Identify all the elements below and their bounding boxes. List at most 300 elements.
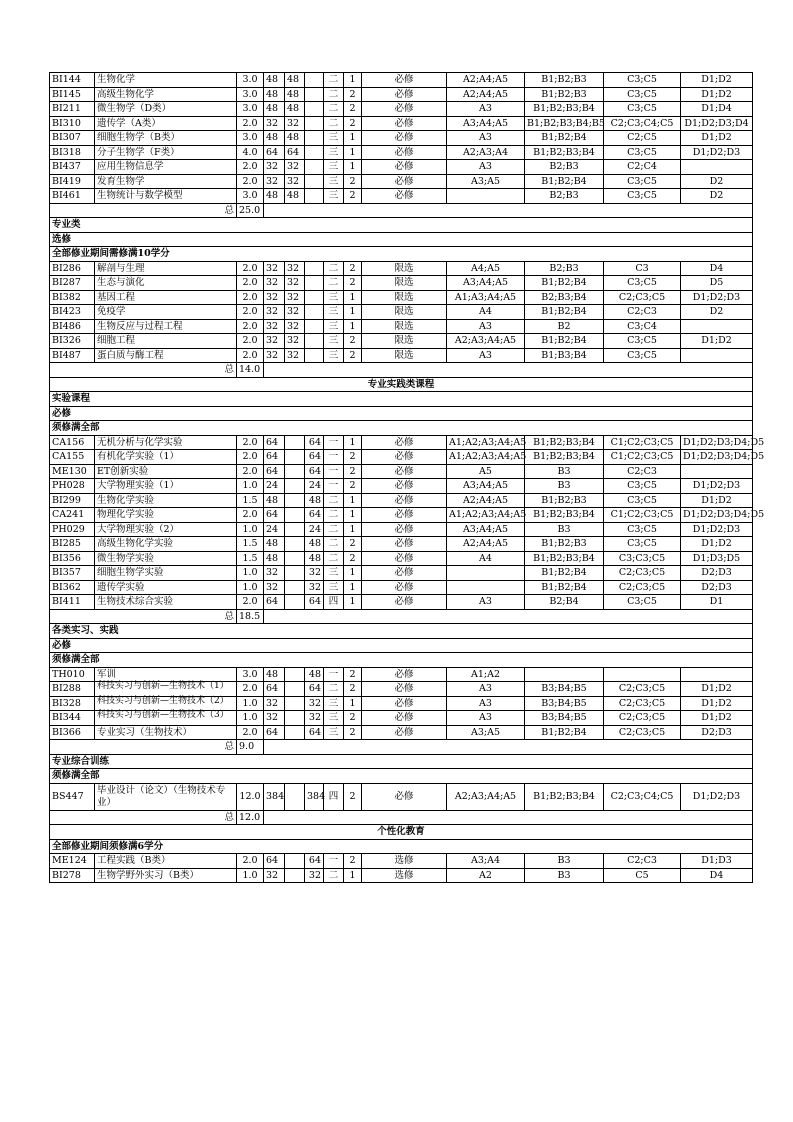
course-code: BI278 xyxy=(50,868,95,883)
objective-d: D2 xyxy=(681,174,753,189)
objective-c: C2;C3 xyxy=(604,854,681,869)
objective-d: D1;D2;D3 xyxy=(681,145,753,160)
term: 2 xyxy=(344,261,362,276)
objective-d: D1;D2 xyxy=(681,87,753,102)
lecture-hours: 32 xyxy=(285,319,305,334)
term: 2 xyxy=(344,174,362,189)
objective-a: A1;A3;A4;A5 xyxy=(447,290,525,305)
course-name: 生物化学实验 xyxy=(95,493,237,508)
lab-hours xyxy=(305,73,324,88)
objective-a: A3;A4 xyxy=(447,854,525,869)
lecture-hours xyxy=(285,854,305,869)
objective-d: D1;D2 xyxy=(681,493,753,508)
section-title: 实验课程 xyxy=(50,392,753,407)
objective-b: B1;B2;B3 xyxy=(525,87,604,102)
course-code: BI288 xyxy=(50,682,95,697)
lab-hours: 64 xyxy=(305,682,324,697)
objective-a: A5 xyxy=(447,464,525,479)
objective-b: B1;B2;B3;B4 xyxy=(525,435,604,450)
course-type: 必修 xyxy=(362,783,447,810)
objective-c: C3;C5 xyxy=(604,537,681,552)
course-name: 生物化学 xyxy=(95,73,237,88)
credits: 1.0 xyxy=(237,522,264,537)
objective-b: B1;B2;B3;B4 xyxy=(525,508,604,523)
credits: 1.0 xyxy=(237,566,264,581)
credits: 3.0 xyxy=(237,102,264,117)
year: 三 xyxy=(324,131,344,146)
course-name: 细胞生物学实验 xyxy=(95,566,237,581)
total-spacer xyxy=(50,810,237,825)
year: 三 xyxy=(324,334,344,349)
course-type: 限选 xyxy=(362,290,447,305)
objective-a xyxy=(447,566,525,581)
total-credits: 18.5 xyxy=(237,609,264,624)
course-type: 必修 xyxy=(362,696,447,711)
year: 二 xyxy=(324,261,344,276)
course-type: 必修 xyxy=(362,160,447,175)
total-rest xyxy=(264,203,753,218)
total-hours: 48 xyxy=(264,667,285,682)
lab-hours: 64 xyxy=(305,508,324,523)
course-name: 应用生物信息学 xyxy=(95,160,237,175)
total-hours: 48 xyxy=(264,493,285,508)
lab-hours: 32 xyxy=(305,868,324,883)
credits: 2.0 xyxy=(237,116,264,131)
term: 2 xyxy=(344,551,362,566)
total-row xyxy=(50,810,753,825)
lecture-hours: 32 xyxy=(285,160,305,175)
objective-d: D1;D2 xyxy=(681,131,753,146)
table-row xyxy=(50,711,753,726)
course-code: BI411 xyxy=(50,595,95,610)
objective-a: A3;A4;A5 xyxy=(447,522,525,537)
term: 2 xyxy=(344,667,362,682)
course-name: 生物技术综合实验 xyxy=(95,595,237,610)
table-row xyxy=(50,189,753,204)
course-code: BI145 xyxy=(50,87,95,102)
objective-b: B1;B2;B4 xyxy=(525,334,604,349)
total-label: 总 xyxy=(224,204,234,216)
term: 2 xyxy=(344,711,362,726)
section-row xyxy=(50,421,753,436)
objective-a: A3 xyxy=(447,131,525,146)
total-hours: 48 xyxy=(264,189,285,204)
year: 二 xyxy=(324,868,344,883)
objective-b: B2;B3;B4 xyxy=(525,290,604,305)
course-name xyxy=(95,711,237,726)
course-type: 限选 xyxy=(362,276,447,291)
course-type: 必修 xyxy=(362,73,447,88)
section-title: 须修满全部 xyxy=(50,653,753,668)
term: 1 xyxy=(344,493,362,508)
total-hours: 24 xyxy=(264,522,285,537)
total-hours: 32 xyxy=(264,319,285,334)
total-spacer xyxy=(50,609,237,624)
lecture-hours xyxy=(285,711,305,726)
objective-c: C3;C5 xyxy=(604,334,681,349)
course-type: 选修 xyxy=(362,868,447,883)
lecture-hours xyxy=(285,595,305,610)
year: 三 xyxy=(324,725,344,740)
course-name: 细胞生物学（B类） xyxy=(95,131,237,146)
objective-c: C2;C3 xyxy=(604,464,681,479)
objective-a: A3;A4;A5 xyxy=(447,479,525,494)
table-row xyxy=(50,537,753,552)
year: 三 xyxy=(324,580,344,595)
lab-hours xyxy=(305,87,324,102)
objective-b: B2;B3 xyxy=(525,189,604,204)
objective-b: B1;B2;B4 xyxy=(525,305,604,320)
course-type: 必修 xyxy=(362,102,447,117)
lab-hours xyxy=(305,174,324,189)
section-title: 必修 xyxy=(50,406,753,421)
lab-hours xyxy=(305,102,324,117)
objective-c xyxy=(604,667,681,682)
course-code: BI487 xyxy=(50,348,95,363)
term: 1 xyxy=(344,566,362,581)
objective-a: A4 xyxy=(447,551,525,566)
objective-d: D1;D2;D3;D4;D5 xyxy=(681,450,753,465)
course-type: 必修 xyxy=(362,682,447,697)
total-hours: 32 xyxy=(264,174,285,189)
objective-d: D1;D2;D3 xyxy=(681,290,753,305)
total-hours: 64 xyxy=(264,854,285,869)
course-code: BI287 xyxy=(50,276,95,291)
objective-b: B1;B2;B3 xyxy=(525,73,604,88)
total-hours: 64 xyxy=(264,450,285,465)
course-type: 必修 xyxy=(362,508,447,523)
credits: 3.0 xyxy=(237,87,264,102)
total-credits: 9.0 xyxy=(237,740,264,755)
term: 2 xyxy=(344,725,362,740)
credits: 2.0 xyxy=(237,334,264,349)
term: 2 xyxy=(344,682,362,697)
objective-b: B2 xyxy=(525,319,604,334)
total-hours: 32 xyxy=(264,290,285,305)
credits: 1.0 xyxy=(237,479,264,494)
objective-b: B2;B3 xyxy=(525,261,604,276)
year: 三 xyxy=(324,348,344,363)
lecture-hours: 32 xyxy=(285,261,305,276)
objective-d: D1;D2 xyxy=(681,73,753,88)
section-row xyxy=(50,638,753,653)
credits: 2.0 xyxy=(237,595,264,610)
lecture-hours xyxy=(285,868,305,883)
term: 2 xyxy=(344,854,362,869)
course-type: 限选 xyxy=(362,348,447,363)
term: 1 xyxy=(344,319,362,334)
credits: 2.0 xyxy=(237,508,264,523)
term: 2 xyxy=(344,102,362,117)
total-rest xyxy=(264,363,753,378)
course-code: BI357 xyxy=(50,566,95,581)
section-title: 各类实习、实践 xyxy=(50,624,753,639)
course-name: 工程实践（B类） xyxy=(95,854,237,869)
term: 1 xyxy=(344,73,362,88)
lecture-hours xyxy=(285,479,305,494)
credits: 1.0 xyxy=(237,711,264,726)
course-code: BI356 xyxy=(50,551,95,566)
lab-hours: 384 xyxy=(305,783,324,810)
objective-c: C3;C5 xyxy=(604,145,681,160)
total-credits: 12.0 xyxy=(237,810,264,825)
total-hours: 32 xyxy=(264,276,285,291)
course-name: 基因工程 xyxy=(95,290,237,305)
course-code: BI286 xyxy=(50,261,95,276)
course-name-text: 科技实习与创新—生物技术（3） xyxy=(97,710,229,721)
curriculum-table xyxy=(49,72,765,883)
course-code: BI461 xyxy=(50,189,95,204)
objective-d: D1;D2;D3;D4;D5 xyxy=(681,435,753,450)
year: 一 xyxy=(324,479,344,494)
credits: 3.0 xyxy=(237,73,264,88)
table-row xyxy=(50,667,753,682)
term: 1 xyxy=(344,508,362,523)
lecture-hours xyxy=(285,508,305,523)
objective-c: C3;C5 xyxy=(604,189,681,204)
course-name: 分子生物学（F类） xyxy=(95,145,237,160)
lecture-hours: 32 xyxy=(285,290,305,305)
year: 一 xyxy=(324,450,344,465)
term: 1 xyxy=(344,580,362,595)
course-type: 必修 xyxy=(362,116,447,131)
total-hours: 64 xyxy=(264,725,285,740)
course-code: BI362 xyxy=(50,580,95,595)
objective-d: D1;D2 xyxy=(681,696,753,711)
lab-hours xyxy=(305,145,324,160)
course-code: BI382 xyxy=(50,290,95,305)
objective-b: B1;B2;B3 xyxy=(525,493,604,508)
credits: 2.0 xyxy=(237,160,264,175)
table-row xyxy=(50,682,753,697)
lecture-hours: 48 xyxy=(285,189,305,204)
section-title: 须修满全部 xyxy=(50,769,753,784)
table-row xyxy=(50,580,753,595)
total-hours: 32 xyxy=(264,348,285,363)
course-name: 物理化学实验 xyxy=(95,508,237,523)
year: 三 xyxy=(324,711,344,726)
objective-d: D2 xyxy=(681,189,753,204)
credits: 2.0 xyxy=(237,305,264,320)
total-row xyxy=(50,363,753,378)
lecture-hours: 48 xyxy=(285,87,305,102)
credits: 3.0 xyxy=(237,131,264,146)
course-code: BI366 xyxy=(50,725,95,740)
objective-d: D5 xyxy=(681,276,753,291)
lecture-hours xyxy=(285,464,305,479)
objective-c: C3;C5 xyxy=(604,479,681,494)
lab-hours: 48 xyxy=(305,551,324,566)
lab-hours xyxy=(305,131,324,146)
year: 二 xyxy=(324,87,344,102)
year: 二 xyxy=(324,493,344,508)
lecture-hours: 32 xyxy=(285,174,305,189)
credits: 1.0 xyxy=(237,580,264,595)
credits: 2.0 xyxy=(237,725,264,740)
lab-hours: 32 xyxy=(305,711,324,726)
credits: 2.0 xyxy=(237,435,264,450)
objective-b: B3 xyxy=(525,868,604,883)
year: 三 xyxy=(324,145,344,160)
course-name: 生物反应与过程工程 xyxy=(95,319,237,334)
objective-b: B1;B2;B3 xyxy=(525,537,604,552)
course-type: 必修 xyxy=(362,711,447,726)
year: 三 xyxy=(324,305,344,320)
lab-hours xyxy=(305,319,324,334)
section-title: 专业综合训练 xyxy=(50,754,753,769)
year: 一 xyxy=(324,464,344,479)
course-type: 限选 xyxy=(362,319,447,334)
term: 1 xyxy=(344,160,362,175)
lecture-hours xyxy=(285,435,305,450)
credits: 2.0 xyxy=(237,174,264,189)
objective-a: A2;A4;A5 xyxy=(447,87,525,102)
term: 1 xyxy=(344,145,362,160)
table-row xyxy=(50,551,753,566)
objective-a xyxy=(447,189,525,204)
course-name: 军训 xyxy=(95,667,237,682)
objective-d: D1;D3 xyxy=(681,854,753,869)
section-row xyxy=(50,769,753,784)
objective-b: B1;B2;B4 xyxy=(525,174,604,189)
objective-d: D1;D2;D3 xyxy=(681,522,753,537)
course-code: BI299 xyxy=(50,493,95,508)
course-code: BI437 xyxy=(50,160,95,175)
objective-b: B3 xyxy=(525,854,604,869)
course-code: PH029 xyxy=(50,522,95,537)
objective-c: C2;C3;C5 xyxy=(604,696,681,711)
total-hours: 24 xyxy=(264,479,285,494)
objective-a: A1;A2;A3;A4;A5 xyxy=(447,450,525,465)
objective-d: D1;D2 xyxy=(681,711,753,726)
lecture-hours xyxy=(285,725,305,740)
course-name: 遗传学（A类） xyxy=(95,116,237,131)
course-type: 必修 xyxy=(362,595,447,610)
objective-a: A1;A2;A3;A4;A5 xyxy=(447,508,525,523)
section-row xyxy=(50,232,753,247)
credits: 2.0 xyxy=(237,464,264,479)
table-row xyxy=(50,868,753,883)
total-hours: 32 xyxy=(264,711,285,726)
section-title: 选修 xyxy=(50,232,753,247)
lecture-hours: 32 xyxy=(285,348,305,363)
year: 二 xyxy=(324,116,344,131)
total-hours: 384 xyxy=(264,783,285,810)
lab-hours xyxy=(305,189,324,204)
total-label: 总 xyxy=(224,364,234,376)
total-credits: 14.0 xyxy=(237,363,264,378)
objective-c: C2;C3;C5 xyxy=(604,290,681,305)
category-title: 个性化教育 xyxy=(50,825,753,840)
course-name: 有机化学实验（1） xyxy=(95,450,237,465)
credits: 2.0 xyxy=(237,682,264,697)
lab-hours: 64 xyxy=(305,450,324,465)
objective-d: D1;D4 xyxy=(681,102,753,117)
table-row xyxy=(50,73,753,88)
table-row xyxy=(50,522,753,537)
objective-d: D1;D2 xyxy=(681,537,753,552)
objective-c: C2;C3;C5 xyxy=(604,725,681,740)
year: 二 xyxy=(324,537,344,552)
term: 2 xyxy=(344,87,362,102)
total-hours: 64 xyxy=(264,595,285,610)
credits: 2.0 xyxy=(237,348,264,363)
table-row xyxy=(50,508,753,523)
objective-b: B2;B4 xyxy=(525,595,604,610)
objective-a: A3 xyxy=(447,595,525,610)
course-type: 必修 xyxy=(362,493,447,508)
course-type: 必修 xyxy=(362,131,447,146)
course-type: 必修 xyxy=(362,174,447,189)
total-hours: 48 xyxy=(264,551,285,566)
objective-a: A1;A2 xyxy=(447,667,525,682)
objective-a: A3;A4;A5 xyxy=(447,276,525,291)
objective-c: C2;C4 xyxy=(604,160,681,175)
lab-hours: 64 xyxy=(305,725,324,740)
objective-a: A1;A2;A3;A4;A5 xyxy=(447,435,525,450)
year: 四 xyxy=(324,595,344,610)
term: 1 xyxy=(344,522,362,537)
objective-d xyxy=(681,160,753,175)
table-row xyxy=(50,276,753,291)
lab-hours: 24 xyxy=(305,479,324,494)
lab-hours: 48 xyxy=(305,493,324,508)
lecture-hours: 64 xyxy=(285,145,305,160)
course-name: 发育生物学 xyxy=(95,174,237,189)
term: 2 xyxy=(344,479,362,494)
objective-d xyxy=(681,319,753,334)
credits: 3.0 xyxy=(237,189,264,204)
lecture-hours xyxy=(285,551,305,566)
total-spacer xyxy=(50,203,237,218)
term: 2 xyxy=(344,464,362,479)
objective-a xyxy=(447,580,525,595)
lab-hours: 32 xyxy=(305,566,324,581)
objective-b: B1;B2;B4 xyxy=(525,566,604,581)
lab-hours: 32 xyxy=(305,580,324,595)
credits: 2.0 xyxy=(237,319,264,334)
credits: 3.0 xyxy=(237,667,264,682)
course-code: BI310 xyxy=(50,116,95,131)
term: 2 xyxy=(344,450,362,465)
course-type: 必修 xyxy=(362,537,447,552)
objective-d: D2 xyxy=(681,305,753,320)
total-hours: 32 xyxy=(264,696,285,711)
total-hours: 64 xyxy=(264,682,285,697)
objective-b: B2;B3 xyxy=(525,160,604,175)
total-label: 总 xyxy=(224,741,234,753)
course-name-text: 科技实习与创新—生物技术（2） xyxy=(97,695,229,706)
lab-hours: 48 xyxy=(305,537,324,552)
course-name: 生物学野外实习（B类） xyxy=(95,868,237,883)
course-code: BI328 xyxy=(50,696,95,711)
course-name: ET创新实验 xyxy=(95,464,237,479)
objective-d: D2;D3 xyxy=(681,566,753,581)
objective-a: A3 xyxy=(447,711,525,726)
credits: 1.0 xyxy=(237,868,264,883)
course-code: BI285 xyxy=(50,537,95,552)
course-name: 免疫学 xyxy=(95,305,237,320)
credits: 1.5 xyxy=(237,537,264,552)
course-name xyxy=(95,696,237,711)
total-hours: 32 xyxy=(264,334,285,349)
course-name: 解剖与生理 xyxy=(95,261,237,276)
total-hours: 48 xyxy=(264,102,285,117)
objective-c: C2;C3;C5 xyxy=(604,711,681,726)
lab-hours xyxy=(305,290,324,305)
lab-hours xyxy=(305,305,324,320)
total-hours: 32 xyxy=(264,116,285,131)
